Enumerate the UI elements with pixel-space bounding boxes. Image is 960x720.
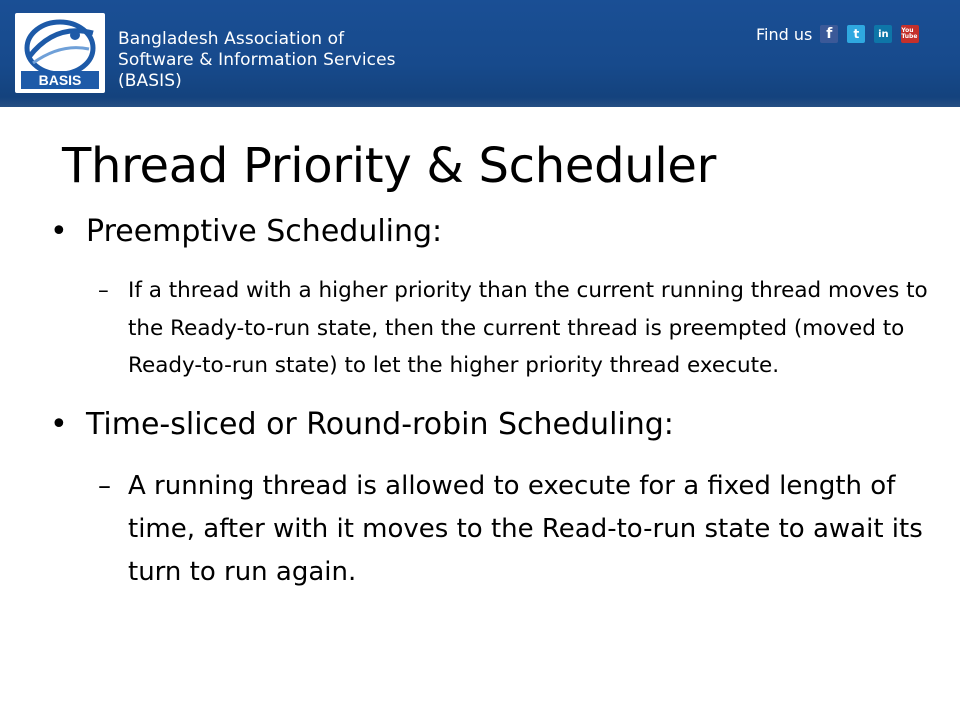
sub-bullet-item [98, 465, 930, 594]
dash-icon: – [98, 470, 111, 501]
slide-body [50, 212, 930, 614]
org-name-line-3: (BASIS) [118, 71, 182, 91]
sub-bullet-item [98, 272, 930, 385]
find-us-bar [756, 22, 928, 46]
dash-icon: – [98, 278, 109, 303]
basis-logo [15, 13, 105, 93]
twitter-icon[interactable]: t [847, 25, 865, 43]
bullet-icon: • [50, 406, 68, 442]
bullet-heading: Time-sliced or Round-robin Scheduling: [86, 406, 674, 442]
bullet-heading: Preemptive Scheduling: [86, 214, 443, 249]
sub-bullet-text: A running thread is allowed to execute for a fixed length of time, after with it moves to the Read-to-run state to await its turn to run again. [128, 470, 923, 587]
bullet-item [50, 405, 930, 445]
org-name-line-1: Bangladesh Association of [118, 29, 345, 49]
org-name-line-2: Software & Information Services [118, 50, 396, 70]
org-name [118, 29, 396, 92]
bullet-icon: • [50, 214, 68, 249]
slide-title: Thread Priority & Scheduler [62, 138, 717, 194]
bullet-item [50, 212, 930, 252]
linkedin-icon[interactable]: in [874, 25, 892, 43]
sub-bullet-text: If a thread with a higher priority than the current running thread moves to the Ready-to-run state, then the current thread is preempted (moved to Ready-to-run state) to let the higher priority thread execute. [128, 278, 928, 378]
facebook-icon[interactable]: f [820, 25, 838, 43]
youtube-icon[interactable]: You Tube [901, 25, 919, 43]
logo-text: BASIS [38, 72, 82, 88]
header-banner [0, 0, 960, 107]
find-us-label: Find us [756, 24, 813, 44]
